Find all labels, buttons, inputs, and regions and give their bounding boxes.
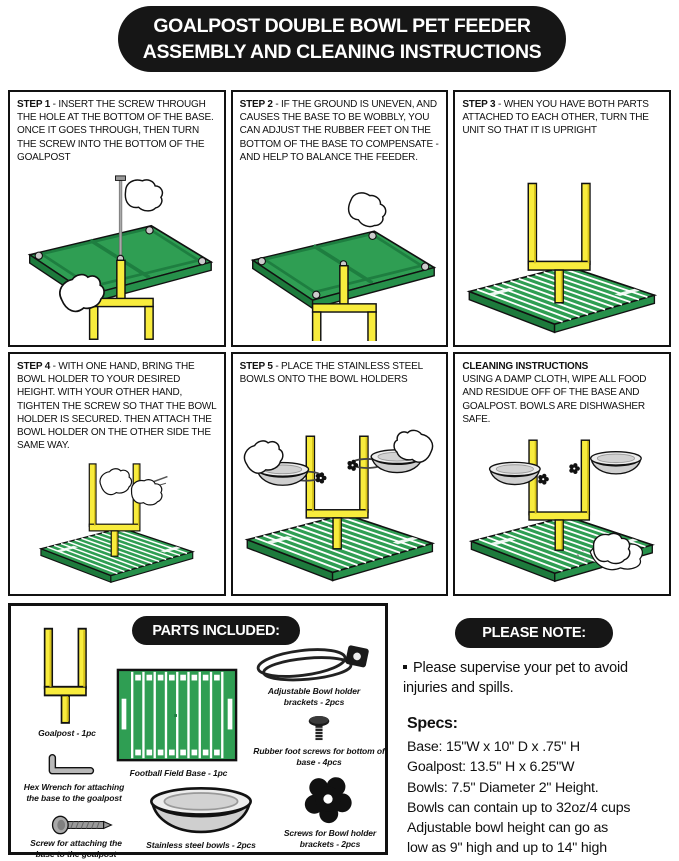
bowl-part-icon bbox=[147, 786, 255, 836]
cleaning-panel bbox=[453, 352, 671, 596]
field-base-part-icon bbox=[116, 668, 238, 764]
step-1-illustration bbox=[17, 164, 217, 341]
spec-line: Adjustable bowl height can go as bbox=[407, 820, 609, 837]
step-4-body: - WITH ONE HAND, BRING THE BOWL HOLDER TO YOUR DESIRED HEIGHT. WITH YOUR OTHER HAND, TIGHTEN THE SCREW SO THAT THE BOWL HOLDER IS SECURED. THEN ATTACH THE BOWL HOLDER ON THE OTHER SIDE THE SAME WAY. bbox=[17, 361, 217, 452]
parts-included-box bbox=[8, 603, 388, 860]
step-4-illustration bbox=[17, 452, 217, 590]
spec-line: Goalpost: 13.5" H x 6.25"W bbox=[407, 759, 575, 776]
step-5-body: - PLACE THE STAINLESS STEEL BOWLS ONTO THE BOWL HOLDERS bbox=[239, 361, 423, 386]
field-base-part-label: Football Field Base - 1pc bbox=[129, 768, 228, 778]
bracket-part-icon bbox=[251, 644, 377, 684]
step-3-body: - WHEN YOU HAVE BOTH PARTS ATTACHED TO EACH OTHER, TURN THE UNIT SO THAT IT IS UPRIGHT bbox=[462, 99, 649, 137]
step-5-label: STEP 5 bbox=[239, 361, 273, 372]
step-3-text bbox=[462, 98, 662, 138]
supervision-note-text: Please supervise your pet to avoid injuries and spills. bbox=[403, 660, 628, 696]
step-4-label: STEP 4 bbox=[17, 361, 51, 372]
hex-wrench-part-icon bbox=[41, 754, 99, 780]
specs-heading: Specs: bbox=[407, 715, 458, 732]
goalpost-part-label: Goalpost - 1pc bbox=[38, 728, 96, 738]
cleaning-text bbox=[462, 360, 662, 426]
spec-line: Bowls can contain up to 32oz/4 cups bbox=[407, 799, 631, 816]
cleaning-illustration bbox=[462, 426, 662, 590]
step-1-body: - INSERT THE SCREW THROUGH THE HOLE AT THE BOTTOM OF THE BASE. ONCE IT GOES THROUGH, THEN TURN THE SCREW INTO THE BOTTOM OF THE GOALPOST bbox=[17, 99, 214, 163]
step-1-label: STEP 1 bbox=[17, 99, 51, 110]
spec-line: Base: 15"W x 10" D x .75" H bbox=[407, 739, 580, 755]
step-1-text bbox=[17, 98, 217, 164]
step-5-text bbox=[240, 360, 440, 386]
step-2-label: STEP 2 bbox=[239, 99, 273, 110]
supervision-note bbox=[403, 659, 665, 698]
bracket-part-label: Adjustable Bowl holder brackets - 2pcs bbox=[267, 686, 361, 708]
spec-line: Bowls: 7.5" Diameter 2" Height. bbox=[407, 779, 599, 796]
step-4-text bbox=[17, 360, 217, 452]
goalpost-part-icon bbox=[35, 624, 97, 726]
step-4-panel bbox=[8, 352, 226, 596]
step-5-panel bbox=[231, 352, 449, 596]
step-5-illustration bbox=[240, 386, 440, 590]
step-3-illustration bbox=[462, 138, 662, 341]
cleaning-label: CLEANING INSTRUCTIONS bbox=[462, 361, 589, 372]
step-2-text bbox=[240, 98, 440, 164]
please-note-banner: PLEASE NOTE: bbox=[455, 618, 613, 648]
screw-part-icon bbox=[49, 812, 115, 838]
bracket-screw-part-label: Screws for Bowl holder brackets - 2pcs bbox=[283, 828, 377, 850]
bullet-icon bbox=[403, 665, 407, 669]
bowl-part-label: Stainless steel bowls - 2pcs bbox=[146, 840, 256, 850]
step-1-panel bbox=[8, 90, 226, 347]
bracket-screw-part-icon bbox=[303, 774, 353, 824]
step-3-label: STEP 3 bbox=[462, 99, 496, 110]
screw-part-label: Screw for attaching the base to the goalpost bbox=[30, 838, 122, 860]
step-2-panel bbox=[231, 90, 449, 347]
title-line-2: ASSEMBLY AND CLEANING INSTRUCTIONS bbox=[142, 41, 542, 63]
rubber-foot-screw-part-label: Rubber foot screws for bottom of base - 4pcs bbox=[253, 746, 385, 768]
specs-list bbox=[407, 737, 675, 859]
rubber-foot-screw-part-icon bbox=[307, 714, 331, 744]
step-2-body: - IF THE GROUND IS UNEVEN, AND CAUSES THE BASE TO BE WOBBLY, YOU CAN ADJUST THE RUBBER FEET ON THE BOTTOM OF THE BASE TO COMPENSATE - AND HELP TO BALANCE THE FEEDER. bbox=[239, 99, 439, 163]
cleaning-body: USING A DAMP CLOTH, WIPE ALL FOOD AND RESIDUE OFF OF THE BASE AND GOALPOST. BOWLS ARE DISHWASHER SAFE. bbox=[462, 374, 647, 425]
hex-wrench-part-label: Hex Wrench for attaching the base to the goalpost bbox=[23, 782, 125, 804]
note-column bbox=[395, 603, 675, 861]
step-3-panel bbox=[453, 90, 671, 347]
parts-included-banner: PARTS INCLUDED: bbox=[132, 616, 300, 645]
spec-line: low as 9" high and up to 14" high bbox=[407, 840, 607, 857]
step-2-illustration bbox=[240, 164, 440, 341]
title-banner bbox=[118, 6, 566, 72]
step-panel-grid bbox=[8, 90, 671, 596]
title-line-1: GOALPOST DOUBLE BOWL PET FEEDER bbox=[153, 14, 531, 37]
